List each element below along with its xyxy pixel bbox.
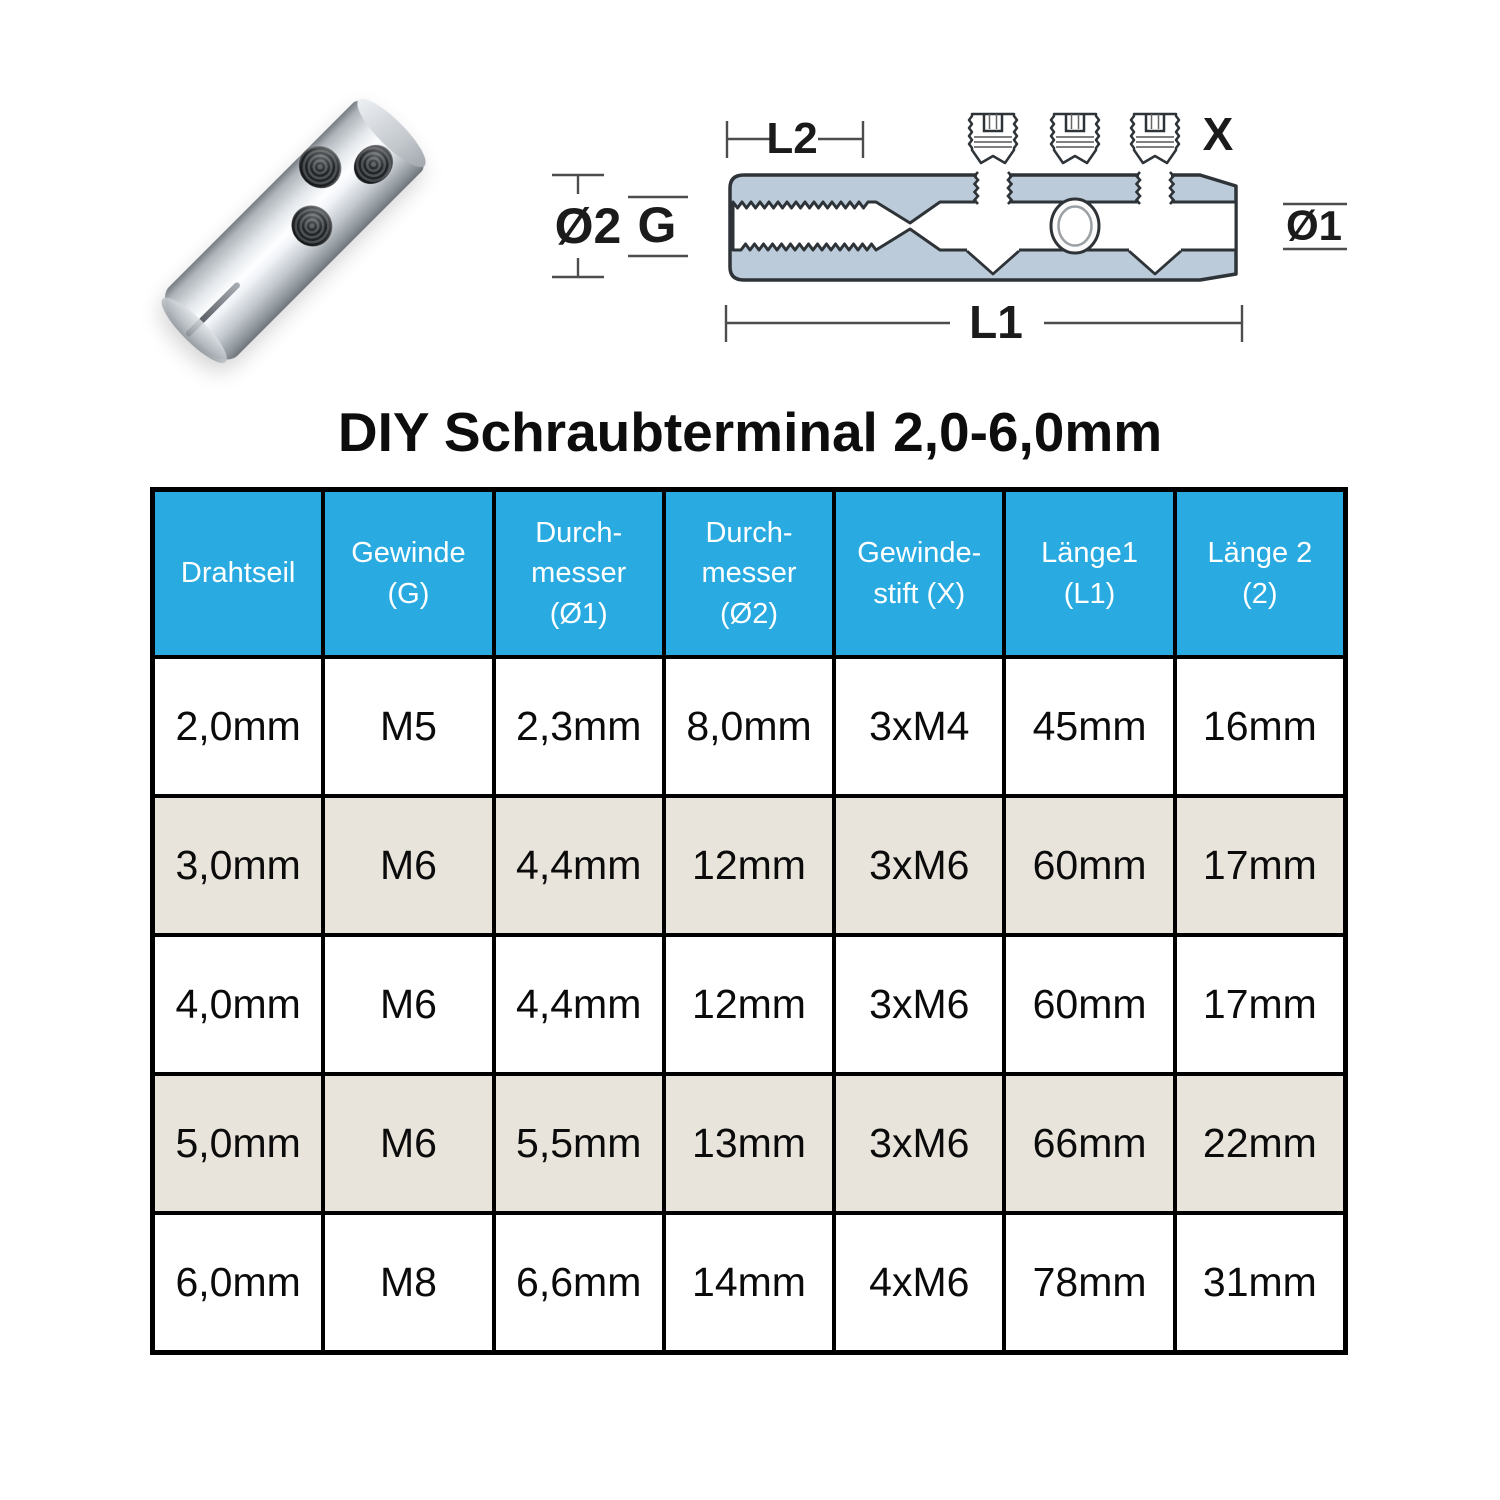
header-cell: Drahtseil [155, 492, 321, 655]
table-cell: 6,0mm [155, 1215, 321, 1350]
set-screw-icon [1131, 114, 1179, 163]
table-cell: 6,6mm [496, 1215, 662, 1350]
dim-label-d2: Ø2 [554, 198, 622, 254]
set-screw-icon [1051, 114, 1099, 163]
table-cell: 14mm [666, 1215, 832, 1350]
header-cell: Länge 2 (2) [1177, 492, 1343, 655]
header-cell: Gewinde (G) [325, 492, 491, 655]
table-cell: M5 [325, 659, 491, 794]
page-title: DIY Schraubterminal 2,0-6,0mm [337, 401, 1163, 463]
table-cell: 78mm [1006, 1215, 1172, 1350]
table-cell: 13mm [666, 1076, 832, 1211]
cross-hole [1051, 199, 1099, 253]
table-cell: 3xM6 [836, 937, 1002, 1072]
table-cell: 45mm [1006, 659, 1172, 794]
table-cell: 4,4mm [496, 798, 662, 933]
header-cell: Durch- messer (Ø2) [666, 492, 832, 655]
technical-drawing [530, 90, 1450, 380]
table-cell: 3,0mm [155, 798, 321, 933]
table-cell: 2,3mm [496, 659, 662, 794]
dim-label-l2: L2 [766, 114, 818, 163]
table-cell: 4xM6 [836, 1215, 1002, 1350]
dim-label-x: X [1202, 108, 1234, 160]
table-cell: 2,0mm [155, 659, 321, 794]
table-cell: M8 [325, 1215, 491, 1350]
table-cell: 60mm [1006, 937, 1172, 1072]
threaded-hole [283, 197, 341, 255]
table-cell: M6 [325, 937, 491, 1072]
dim-label-l1: L1 [969, 296, 1023, 348]
dim-label-g: G [637, 197, 677, 253]
spec-table [150, 487, 1348, 1355]
table-cell: 3xM6 [836, 798, 1002, 933]
threaded-hole [290, 137, 350, 197]
table-cell: 5,0mm [155, 1076, 321, 1211]
header-cell: Länge1 (L1) [1006, 492, 1172, 655]
table-cell: 5,5mm [496, 1076, 662, 1211]
table-cell: 16mm [1177, 659, 1343, 794]
product-photo [150, 80, 490, 410]
table-cell: 22mm [1177, 1076, 1343, 1211]
table-cell: 8,0mm [666, 659, 832, 794]
table-cell: 12mm [666, 798, 832, 933]
table-cell: 17mm [1177, 798, 1343, 933]
table-cell: 4,0mm [155, 937, 321, 1072]
internal-bore [733, 202, 1236, 250]
table-cell: 4,4mm [496, 937, 662, 1072]
dim-label-d1: Ø1 [1285, 202, 1343, 249]
table-cell: 31mm [1177, 1215, 1343, 1350]
set-screw-icon [969, 114, 1017, 163]
table-cell: 3xM4 [836, 659, 1002, 794]
table-cell: 60mm [1006, 798, 1172, 933]
header-cell: Gewinde- stift (X) [836, 492, 1002, 655]
table-cell: 66mm [1006, 1076, 1172, 1211]
table-cell: M6 [325, 1076, 491, 1211]
table-cell: M6 [325, 798, 491, 933]
header-cell: Durch- messer (Ø1) [496, 492, 662, 655]
terminal-cylinder [152, 92, 433, 373]
table-cell: 3xM6 [836, 1076, 1002, 1211]
table-cell: 12mm [666, 937, 832, 1072]
table-cell: 17mm [1177, 937, 1343, 1072]
